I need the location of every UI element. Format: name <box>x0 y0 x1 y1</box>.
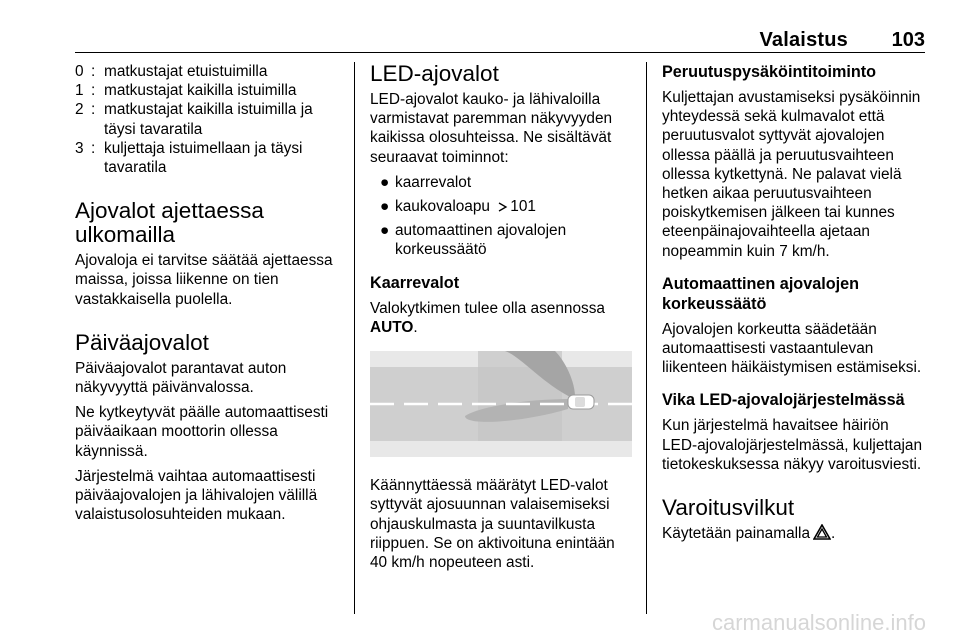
road-diagram <box>370 351 632 457</box>
list-separator: : <box>91 63 96 80</box>
paragraph-text: . <box>413 318 418 336</box>
section-heading: Päiväajovalot <box>75 329 209 355</box>
paragraph <box>662 524 926 543</box>
list-text: matkustajat kaikilla istuimilla <box>104 82 297 100</box>
list-text: kaukovaloapu <box>395 198 490 216</box>
section-heading: Varoitusvilkut <box>662 495 795 521</box>
hazard-warning-icon <box>813 524 831 540</box>
page-header <box>75 28 925 53</box>
switch-position-label: AUTO <box>370 318 414 336</box>
subsection-heading: Kaarrevalot <box>370 273 460 292</box>
paragraph: Kun järjestelmä havaitsee häiriön LED-ajovalojärjestelmässä, kuljettajan tietokeskuksessa näkyy varoitusviesti. <box>662 417 923 473</box>
list-item <box>370 197 632 216</box>
list-separator: : <box>91 82 96 100</box>
list-number: 1 <box>75 82 84 100</box>
list-text: kuljettaja istuimellaan ja täysi tavaratila <box>104 139 303 177</box>
paragraph <box>370 299 632 337</box>
list-number: 3 <box>75 139 84 157</box>
column-left <box>75 62 343 530</box>
column-right <box>662 62 926 549</box>
paragraph: LED-ajovalot kauko- ja lähivaloilla varmistavat paremman näkyvyyden kaikissa olosuhteissa. Ne sisältävät seuraavat toiminnot: <box>370 91 613 166</box>
column-divider <box>646 62 647 614</box>
cornering-light-illustration <box>370 351 632 462</box>
list-separator: : <box>91 139 96 157</box>
list-number: 2 <box>75 101 84 119</box>
feature-list <box>370 173 632 260</box>
list-text: matkustajat etuistuimilla <box>104 63 268 80</box>
section-heading: Ajovalot ajettaessa ulkomailla <box>75 198 264 248</box>
paragraph: Ajovaloja ei tarvitse säätää ajettaessa maissa, joissa liikenne on tien vastakkaisella puolella. <box>75 252 333 308</box>
paragraph: Kuljettajan avustamiseksi pysäköinnin yhteydessä sekä kulmavalot että peruutusvalot syttyvät ajovalojen ollessa päällä ja peruutusvaihteen ollessa kytkettynä. Ne palavat vielä hetken aikaa peruutusvaihteen poiskytkemisen jälkeen tai kunnes eteenpäinajovaihteella ajetaan nopeammin kuin 7 km/h. <box>662 89 921 260</box>
list-number: 0 <box>75 63 84 80</box>
list-item <box>370 221 632 259</box>
column-middle <box>370 62 632 578</box>
list-item <box>75 100 343 138</box>
section-heading: LED-ajovalot <box>370 61 499 86</box>
page-reference-icon <box>498 202 508 212</box>
bullet-icon: ● <box>380 198 390 216</box>
page-title: Valaistus <box>759 29 848 51</box>
list-text: kaarrevalot <box>395 173 472 191</box>
bullet-icon: ● <box>380 173 390 191</box>
list-item <box>75 62 343 81</box>
subsection-heading: Peruutuspysäköintitoiminto <box>662 63 877 81</box>
paragraph: Ajovalojen korkeutta säädetään automaattisesti vastaantulevan liikenteen häikäistymisen estämiseksi. <box>662 320 922 377</box>
list-item <box>75 81 343 100</box>
list-item <box>370 173 632 192</box>
paragraph: Järjestelmä vaihtaa automaattisesti päiväajovalojen ja lähivalojen välillä valaistusolosuhteiden mukaan. <box>75 467 318 524</box>
list-text: automaattinen ajovalojen korkeussäätö <box>395 222 567 259</box>
page-reference-link[interactable]: 101 <box>494 198 536 215</box>
list-item <box>75 139 343 177</box>
page-number: 103 <box>891 29 925 51</box>
column-divider <box>354 62 355 614</box>
watermark: carmanualsonline.info <box>711 610 926 635</box>
list-text: matkustajat kaikilla istuimilla ja täysi tavaratila <box>104 101 313 138</box>
paragraph-text: Valokytkimen tulee olla asennossa <box>370 299 605 317</box>
seat-load-list <box>75 62 343 177</box>
paragraph: Päiväajovalot parantavat auton näkyvyyttä päivänvalossa. <box>75 359 287 397</box>
paragraph-text: Käytetään painamalla <box>662 525 811 543</box>
list-separator: : <box>91 101 96 119</box>
bullet-icon: ● <box>380 222 390 240</box>
paragraph-text: . <box>831 525 836 543</box>
subsection-heading: Vika LED-ajovalojärjestelmässä <box>662 391 905 410</box>
paragraph: Ne kytkeytyvät päälle automaattisesti päiväaikaan moottorin ollessa käynnissä. <box>75 404 329 460</box>
subsection-heading: Automaattinen ajovalojen korkeussäätö <box>662 274 859 313</box>
paragraph: Käännyttäessä määrätyt LED-valot syttyvät ajosuunnan valaisemiseksi ohjauskulmasta ja suuntavilkusta riippuen. Se on aktivoituna enintään 40 km/h nopeuteen asti. <box>370 477 615 572</box>
